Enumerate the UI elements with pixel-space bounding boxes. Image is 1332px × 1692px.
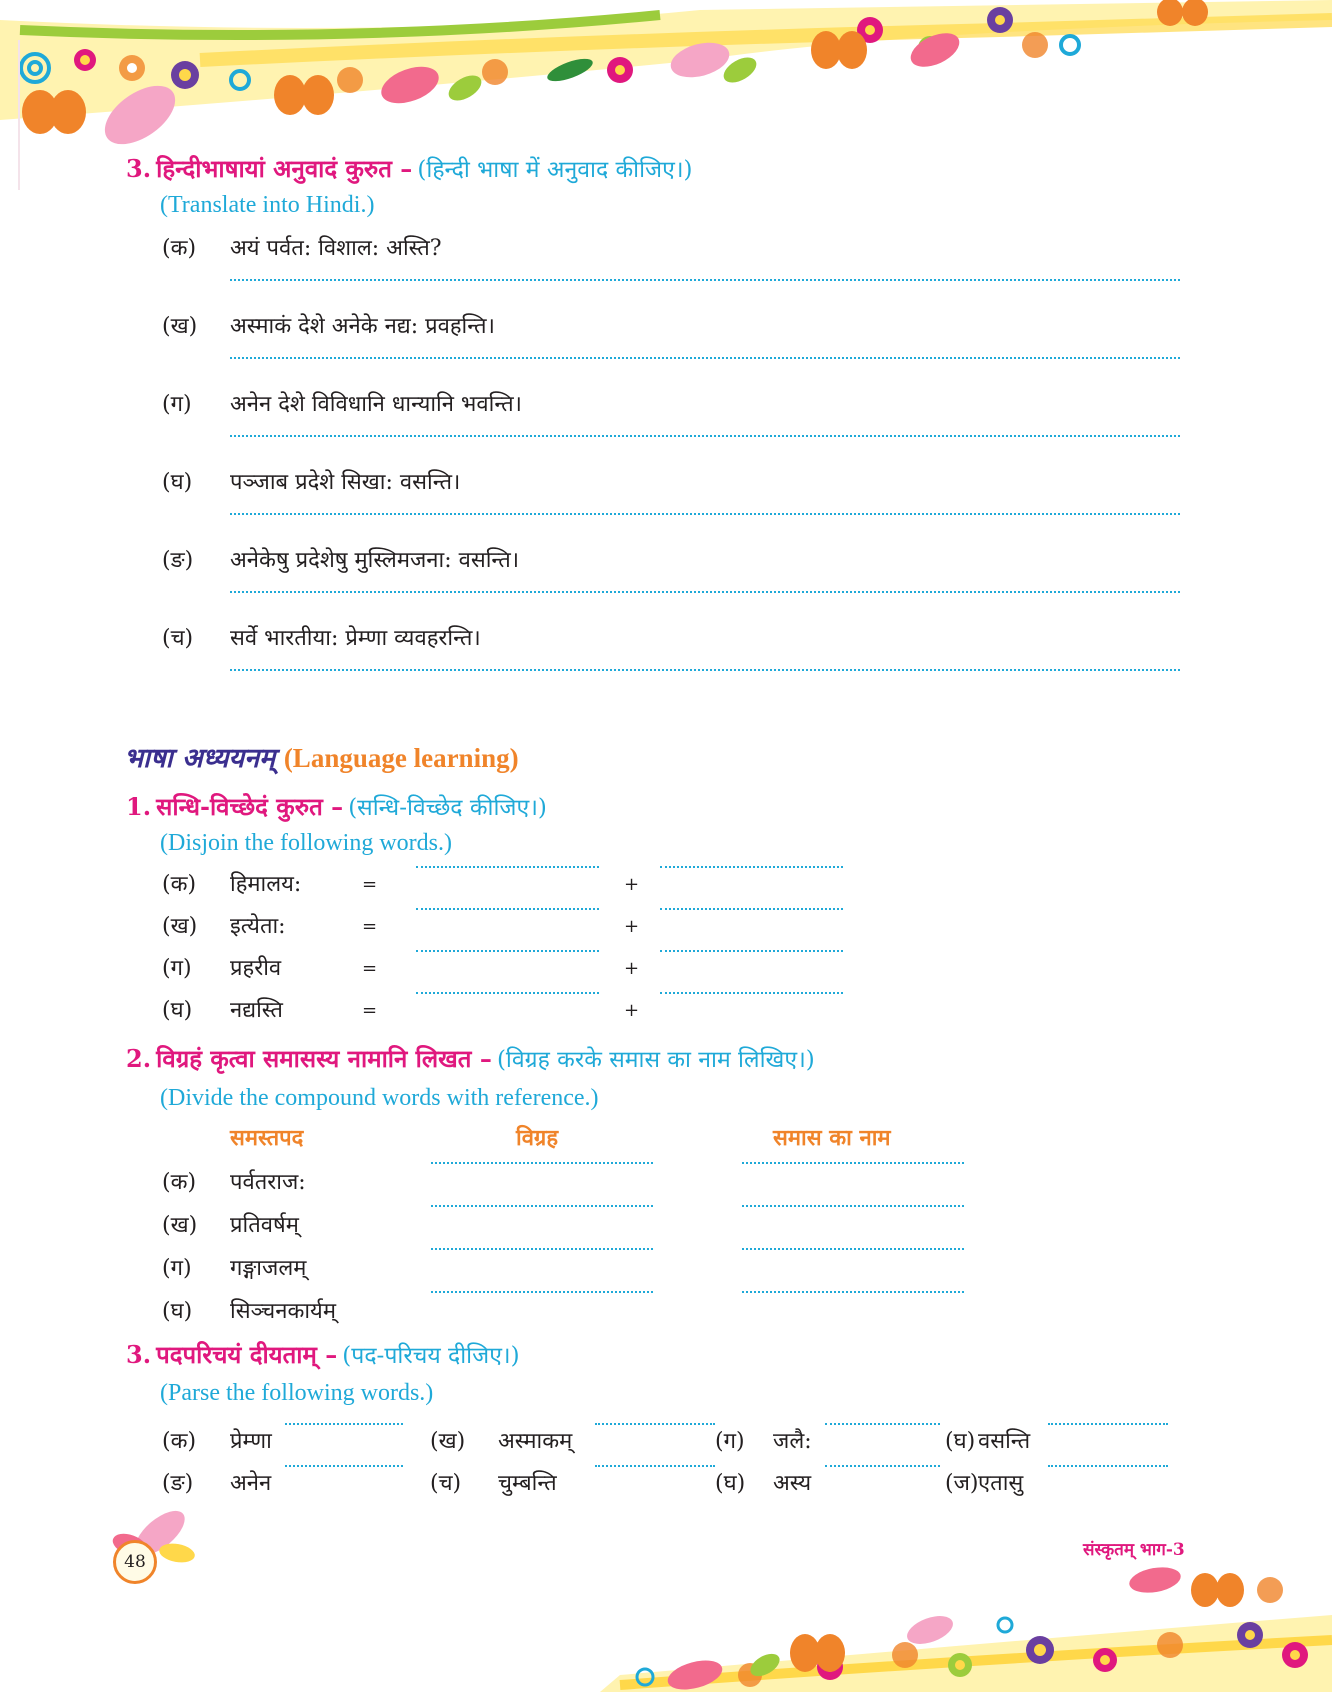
answer-line[interactable] [431,1291,653,1293]
question-title: विग्रहं कृत्वा समासस्य नामानि लिखत – [156,1044,492,1073]
question-subtitle: (विग्रह करके समास का नाम लिखिए।) [496,1047,815,1073]
question-subtitle: (हिन्दी भाषा में अनुवाद कीजिए।) [417,157,693,183]
item-word: अस्य [773,1471,812,1496]
item-label: (ख) [162,314,198,339]
answer-line[interactable] [416,908,599,910]
item-word: हिमालय: [230,872,302,897]
item-label: (ग) [715,1429,745,1454]
translate-question-header [126,152,693,185]
question-number: 2. [126,1044,152,1073]
answer-line[interactable] [230,513,1180,515]
item-word: नद्यस्ति [230,998,283,1023]
answer-line[interactable] [431,1205,653,1207]
answer-line[interactable] [230,435,1180,437]
item-word: प्रहरीव [230,956,282,981]
plus-sign: + [624,874,640,895]
page-number: 48 [113,1540,157,1584]
item-word: अनेन [230,1471,272,1496]
equals-sign: = [362,1000,378,1021]
margin-line [18,40,20,190]
answer-line[interactable] [742,1162,964,1164]
answer-line[interactable] [660,866,843,868]
item-word: प्रतिवर्षम् [230,1213,299,1238]
heading-english: (Language learning) [283,743,519,773]
equals-sign: = [362,916,378,937]
plus-sign: + [624,916,640,937]
item-label: (च) [430,1471,462,1496]
item-label: (ङ) [162,548,194,573]
equals-sign: = [362,874,378,895]
question-number: 3. [126,154,152,183]
question-number: 3. [126,1340,152,1369]
top-floral-border [0,0,1332,150]
question-english: (Parse the following words.) [160,1380,434,1406]
item-word: प्रेम्णा [230,1429,272,1454]
item-label: (ख) [430,1429,466,1454]
plus-sign: + [624,958,640,979]
heading-hindi: भाषा अध्ययनम् [124,743,276,774]
question-english: (Disjoin the following words.) [160,830,452,856]
bottom-floral-border [560,1555,1332,1692]
answer-line[interactable] [230,279,1180,281]
answer-line[interactable] [660,908,843,910]
equals-sign: = [362,958,378,979]
answer-line[interactable] [285,1465,403,1467]
answer-line[interactable] [285,1423,403,1425]
question-subtitle: (पद-परिचय दीजिए।) [342,1343,520,1369]
answer-line[interactable] [660,992,843,994]
answer-line[interactable] [230,669,1180,671]
answer-line[interactable] [431,1248,653,1250]
item-label: (घ) [945,1429,976,1454]
book-title: संस्कृतम् भाग-3 [1083,1540,1185,1560]
item-text: अस्माकं देशे अनेके नद्य: प्रवहन्ति। [230,314,495,339]
question-english: (Divide the compound words with reference.) [160,1085,599,1111]
item-word: वसन्ति [978,1429,1031,1454]
item-word: गङ्गाजलम् [230,1256,307,1281]
item-text: अनेकेषु प्रदेशेषु मुस्लिमजना: वसन्ति। [230,548,520,573]
answer-line[interactable] [416,992,599,994]
answer-line[interactable] [230,591,1180,593]
answer-line[interactable] [595,1465,715,1467]
item-text: अनेन देशे विविधानि धान्यानि भवन्ति। [230,392,522,417]
item-label: (च) [162,626,194,651]
question-title: सन्धि-विच्छेदं कुरुत – [156,792,344,821]
item-word: इत्येता: [230,914,286,939]
item-word: जलै: [773,1429,812,1454]
item-label: (ग) [162,956,192,981]
question-title: हिन्दीभाषायां अनुवादं कुरुत – [156,154,413,183]
item-label: (ख) [162,914,198,939]
answer-line[interactable] [825,1423,940,1425]
answer-line[interactable] [742,1248,964,1250]
item-label: (ख) [162,1213,198,1238]
item-word: एतासु [978,1471,1024,1496]
item-label: (घ) [162,1299,193,1324]
item-word: पर्वतराज: [230,1170,306,1195]
answer-line[interactable] [1048,1423,1168,1425]
item-label: (क) [162,1170,197,1195]
answer-line[interactable] [416,866,599,868]
item-text: अयं पर्वत: विशाल: अस्ति? [230,236,442,261]
answer-line[interactable] [595,1423,715,1425]
item-label: (ग) [162,1256,192,1281]
samas-question-header [126,1042,815,1075]
question-english: (Translate into Hindi.) [160,192,375,218]
answer-line[interactable] [416,950,599,952]
item-label: (घ) [715,1471,746,1496]
answer-line[interactable] [660,950,843,952]
answer-line[interactable] [1048,1465,1168,1467]
item-text: पञ्जाब प्रदेशे सिखा: वसन्ति। [230,470,461,495]
item-text: सर्वे भारतीया: प्रेम्णा व्यवहरन्ति। [230,626,481,651]
item-label: (ग) [162,392,192,417]
answer-line[interactable] [742,1205,964,1207]
item-label: (क) [162,236,197,261]
item-label: (घ) [162,998,193,1023]
item-word: सिञ्चनकार्यम् [230,1299,336,1324]
column-header-samas-name: समास का नाम [773,1125,891,1151]
sandhi-question-header [126,790,547,823]
column-header-compound: समस्तपद [230,1125,304,1151]
item-label: (क) [162,872,197,897]
column-header-vigraha: विग्रह [516,1125,559,1151]
parse-question-header [126,1338,520,1371]
answer-line[interactable] [230,357,1180,359]
item-label: (घ) [162,470,193,495]
plus-sign: + [624,1000,640,1021]
item-word: चुम्बन्ति [498,1471,557,1496]
item-label: (ङ) [162,1471,194,1496]
question-number: 1. [126,792,152,821]
language-learning-heading [124,738,519,775]
question-title: पदपरिचयं दीयताम् – [156,1340,338,1369]
answer-line[interactable] [742,1291,964,1293]
item-label: (ज) [945,1471,979,1496]
question-subtitle: (सन्धि-विच्छेद कीजिए।) [348,795,547,821]
answer-line[interactable] [825,1465,940,1467]
item-word: अस्माकम् [498,1429,573,1454]
answer-line[interactable] [431,1162,653,1164]
item-label: (क) [162,1429,197,1454]
